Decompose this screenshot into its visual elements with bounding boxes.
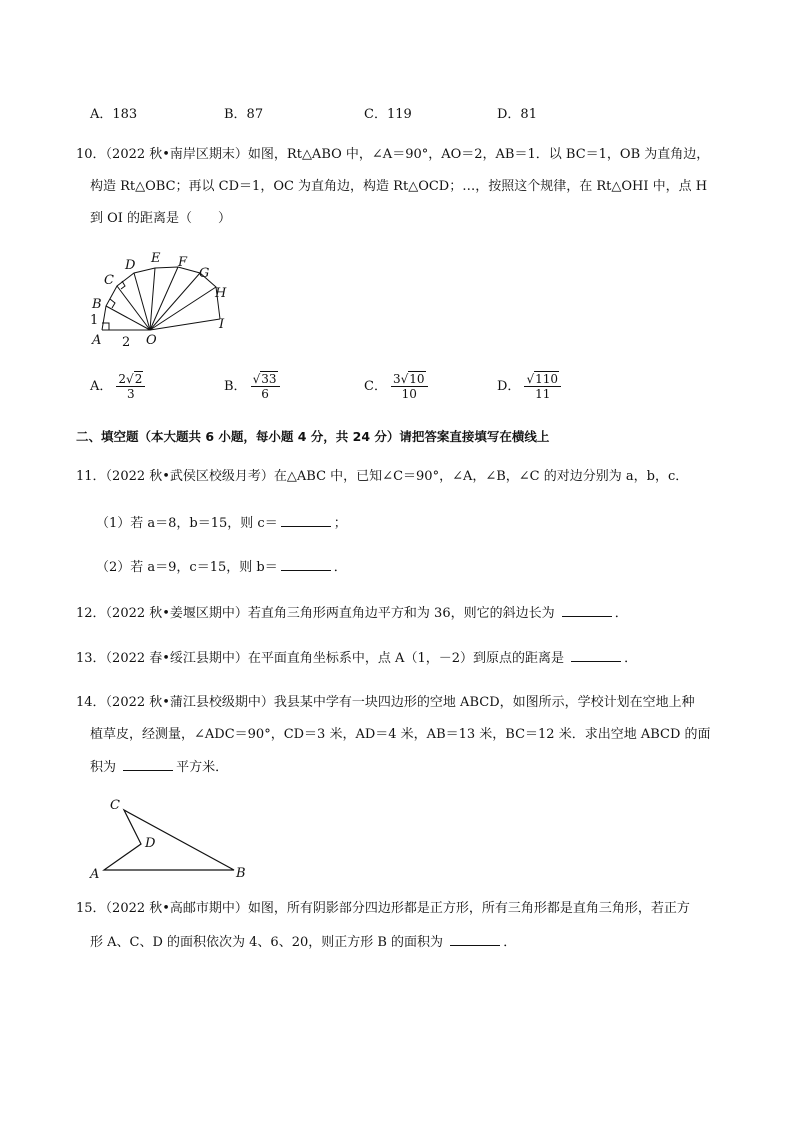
fraction: $\frac{√110}{11}$ (524, 372, 561, 401)
q10-option-d (497, 372, 561, 401)
q13-text: 13．（2022 春•绥江县期中）在平面直角坐标系中，点 A（1，－2）到原点的距离是 (76, 651, 569, 666)
q14-text: 积为 (90, 760, 121, 775)
denominator: 3 (127, 387, 135, 401)
q14-end: 平方米． (176, 760, 229, 775)
q10-option-c (364, 372, 428, 401)
q13-end: ． (624, 651, 638, 666)
q11-part2-blank[interactable] (281, 558, 331, 571)
coef: 2 (118, 372, 127, 386)
q11-part2-end: ． (333, 560, 347, 575)
q12-text: 12．（2022 秋•姜堰区期中）若直角三角形两直角边平方和为 36，则它的斜边长为 (76, 606, 559, 621)
option-letter: A． (90, 379, 113, 394)
label-c: C (110, 798, 120, 813)
radicand: 2 (134, 372, 143, 386)
label-b: B (92, 297, 102, 312)
q15-text: 形 A、C、D 的面积依次为 4、6、20，则正方形 B 的面积为 (90, 935, 448, 950)
q12-end: ． (614, 606, 628, 621)
label-h: H (215, 286, 227, 301)
option-letter: B． (224, 379, 247, 394)
q14-stem-line1: 14．（2022 秋•蒲江县校级期中）我县某中学有一块四边形的空地 ABCD，如图所示，学校计划在空地上种 (76, 695, 695, 710)
coef: 3 (392, 372, 401, 386)
q14-stem-line3 (90, 758, 228, 777)
q11-part1 (96, 514, 347, 533)
option-letter: D． (497, 379, 521, 394)
label-d: D (145, 836, 156, 851)
denominator: 11 (535, 387, 551, 401)
q11-part1-text: （1）若 a＝8，b＝15，则 c＝ (96, 516, 278, 531)
label-ao-length: 2 (122, 335, 131, 350)
q15-blank[interactable] (450, 933, 500, 946)
q9-option-d: D．81 (497, 107, 537, 122)
label-g: G (199, 266, 210, 281)
label-o: O (146, 333, 157, 348)
label-a: A (92, 333, 102, 348)
label-i: I (219, 317, 225, 332)
q9-option-b: B．87 (224, 107, 264, 122)
q14-stem-line2: 植草皮，经测量，∠ADC＝90°，CD＝3 米，AD＝4 米，AB＝13 米，BC＝12 米．求出空地 ABCD 的面 (90, 727, 711, 742)
denominator: 6 (261, 387, 269, 401)
q12 (76, 604, 628, 623)
q10-stem-line2: 构造 Rt△OBC；再以 CD＝1，OC 为直角边，构造 Rt△OCD；…，按照这个规律，在 Rt△OHI 中，点 H (90, 179, 708, 194)
label-e: E (151, 251, 161, 266)
q11-part2 (96, 558, 347, 577)
section-heading: 二、填空题（本大题共 6 小题，每小题 4 分，共 24 分）请把答案直接填写在横线上 (76, 429, 550, 444)
q11-part2-text: （2）若 a＝9，c＝15，则 b＝ (96, 560, 278, 575)
right-angle-b (110, 299, 115, 308)
q10-spiral-figure (84, 246, 244, 350)
radicand: 33 (261, 372, 277, 386)
denominator: 10 (401, 387, 417, 401)
q11-stem: 11．（2022 秋•武侯区校级月考）在△ABC 中，已知∠C＝90°，∠A，∠B，∠C 的对边分别为 a，b，c． (76, 469, 689, 484)
radicand: 10 (409, 372, 425, 386)
quadrilateral-abcd (104, 810, 234, 870)
q14-blank[interactable] (123, 758, 173, 771)
label-b: B (236, 866, 246, 881)
fraction: $\frac{2√2}{3}$ (116, 372, 145, 401)
label-a: A (90, 867, 100, 882)
q15-stem-line2 (90, 933, 516, 952)
fraction: $\frac{√33}{6}$ (251, 372, 280, 401)
option-letter: C． (364, 379, 387, 394)
q14-quadrilateral-figure (84, 790, 254, 884)
q11-part1-blank[interactable] (281, 514, 331, 527)
q13 (76, 649, 637, 668)
q10-stem-line3: 到 OI 的距离是（ ） (90, 211, 232, 226)
q11-part1-end: ； (333, 516, 347, 531)
q9-option-a: A．183 (90, 107, 138, 122)
fraction: $\frac{3√10}{10}$ (391, 372, 428, 401)
label-ab-length: 1 (90, 313, 99, 328)
label-d: D (125, 258, 136, 273)
q10-option-b (224, 372, 280, 401)
q15-stem-line1: 15．（2022 秋•高邮市期中）如图，所有阴影部分四边形都是正方形，所有三角形都是直角三角形，若正方 (76, 901, 690, 916)
radicand: 110 (535, 372, 558, 386)
q13-blank[interactable] (571, 649, 621, 662)
q9-option-c: C．119 (364, 107, 412, 122)
label-f: F (178, 255, 188, 270)
label-c: C (104, 273, 114, 288)
q12-blank[interactable] (562, 604, 612, 617)
q10-option-a (90, 372, 145, 401)
q10-stem-line1: 10．（2022 秋•南岸区期末）如图，Rt△ABO 中，∠A＝90°，AO＝2，AB＝1．以 BC＝1，OB 为直角边， (76, 147, 710, 162)
q15-end: ． (503, 935, 517, 950)
